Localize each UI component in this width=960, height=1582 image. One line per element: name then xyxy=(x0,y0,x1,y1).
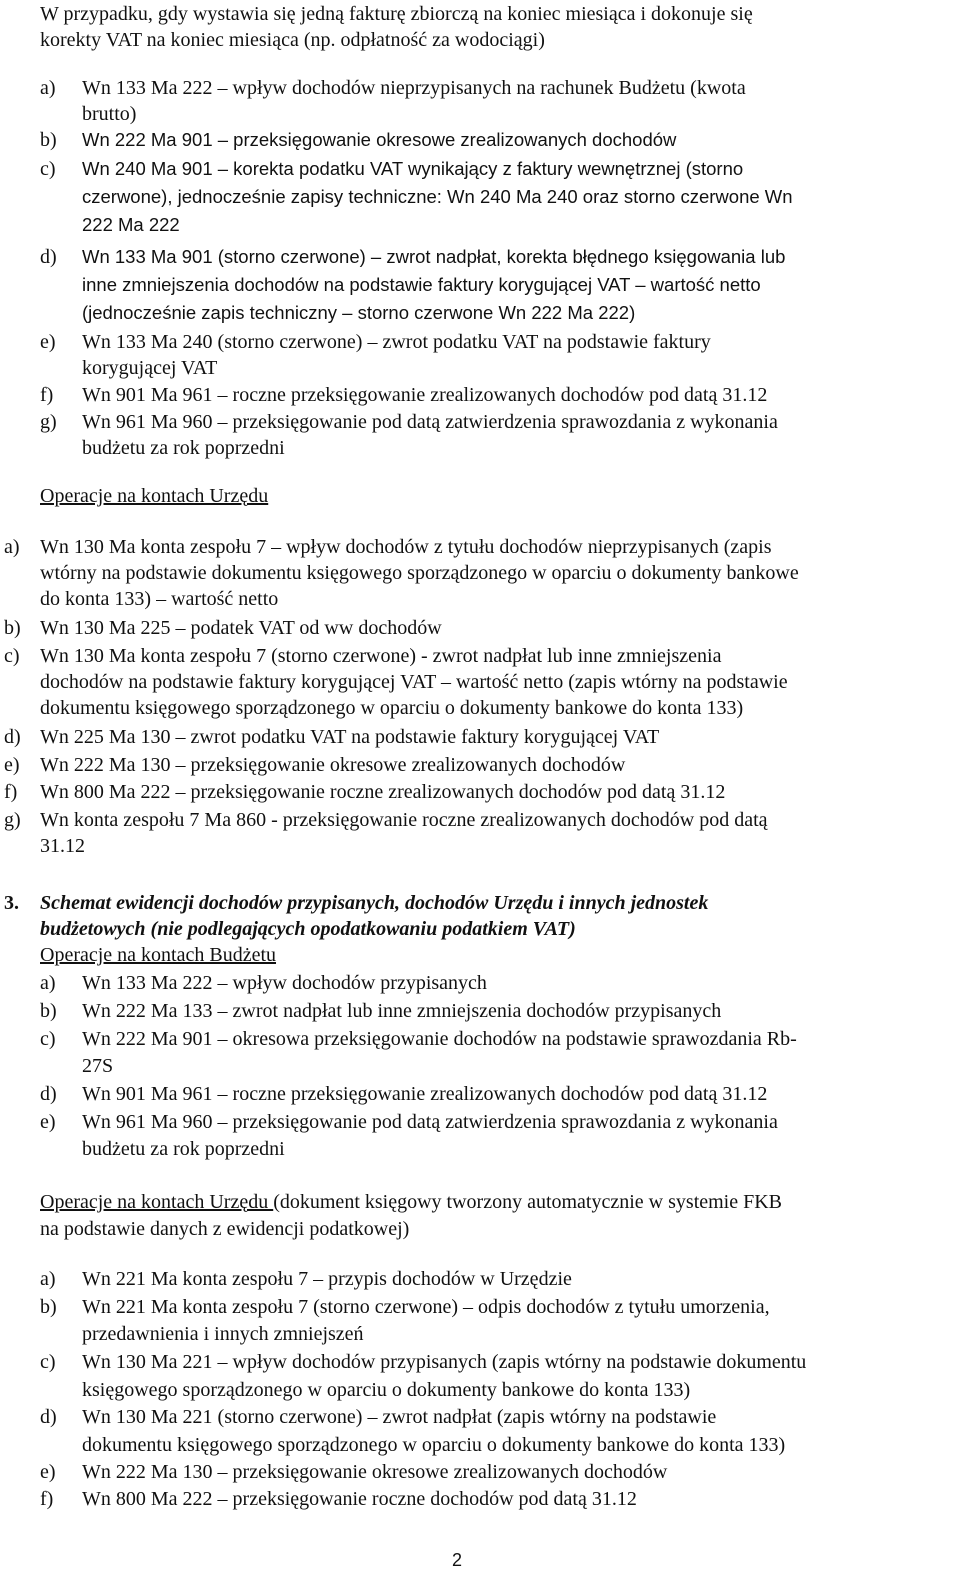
list-label: d) xyxy=(40,1406,57,1428)
list-label: e) xyxy=(4,754,20,776)
section-heading: Operacje na kontach Budżetu xyxy=(40,944,277,966)
intro-line: korekty VAT na koniec miesiąca (np. odpłatność za wodociągi) xyxy=(40,29,545,51)
list-item-text: Wn 130 Ma konta zespołu 7 (storno czerwone) - zwrot nadpłat lub inne zmniejszenia xyxy=(40,645,722,667)
list-item-text: Wn 133 Ma 222 – wpływ dochodów przypisanych xyxy=(82,972,487,994)
list-item-text: przedawnienia i innych zmniejszeń xyxy=(82,1323,364,1345)
list-item-text: Wn 221 Ma konta zespołu 7 – przypis dochodów w Urzędzie xyxy=(82,1268,572,1290)
list-label: c) xyxy=(40,1351,56,1373)
list-label: b) xyxy=(40,129,57,151)
list-item-text: Wn 222 Ma 133 – zwrot nadpłat lub inne zmniejszenia dochodów przypisanych xyxy=(82,1000,722,1022)
list-item-text: Wn 130 Ma 225 – podatek VAT od ww dochodów xyxy=(40,617,442,639)
list-item-text: wtórny na podstawie dokumentu księgowego sporządzonego w oparciu o dokumenty bankowe xyxy=(40,562,799,584)
list-item-text: Wn 130 Ma 221 (storno czerwone) – zwrot nadpłat (zapis wtórny na podstawie xyxy=(82,1406,717,1428)
list-item-text: czerwone), jednocześnie zapisy techniczne: Wn 240 Ma 240 oraz storno czerwone Wn xyxy=(82,186,793,207)
list-item-text: Wn 222 Ma 130 – przeksięgowanie okresowe zrealizowanych dochodów xyxy=(40,754,626,776)
section-heading: Operacje na kontach Urzędu xyxy=(40,1191,274,1213)
list-item-text: Wn 221 Ma konta zespołu 7 (storno czerwone) – odpis dochodów z tytułu umorzenia, xyxy=(82,1296,770,1318)
section-heading: Operacje na kontach Urzędu xyxy=(40,485,269,507)
list-item-text: Wn 800 Ma 222 – przeksięgowanie roczne zrealizowanych dochodów pod datą 31.12 xyxy=(40,781,726,803)
list-item-text: Wn 222 Ma 130 – przeksięgowanie okresowe zrealizowanych dochodów xyxy=(82,1461,668,1483)
list-label: d) xyxy=(40,246,57,268)
list-item-text: Wn 222 Ma 901 – okresowa przeksięgowanie dochodów na podstawie sprawozdania Rb- xyxy=(82,1028,797,1050)
list-label: e) xyxy=(40,1461,56,1483)
list-item-text: Wn 130 Ma 221 – wpływ dochodów przypisanych (zapis wtórny na podstawie dokumentu xyxy=(82,1351,807,1373)
list-item-text: Wn 225 Ma 130 – zwrot podatku VAT na podstawie faktury korygującej VAT xyxy=(40,726,660,748)
list-item-text: Wn 901 Ma 961 – roczne przeksięgowanie zrealizowanych dochodów pod datą 31.12 xyxy=(82,1083,768,1105)
list-label: d) xyxy=(40,1083,57,1105)
list-item-text: (jednocześnie zapis techniczny – storno czerwone Wn 222 Ma 222) xyxy=(82,302,636,323)
list-label: a) xyxy=(4,536,20,558)
list-label: d) xyxy=(4,726,21,748)
list-label: a) xyxy=(40,77,56,99)
list-label: e) xyxy=(40,1111,56,1133)
list-item-text: budżetu za rok poprzedni xyxy=(82,437,285,459)
list-item-text: 31.12 xyxy=(40,835,85,857)
list-label: c) xyxy=(4,645,20,667)
list-item-text: Wn 133 Ma 240 (storno czerwone) – zwrot podatku VAT na podstawie faktury xyxy=(82,331,711,353)
page-number: 2 xyxy=(452,1550,463,1570)
list-item-text: korygującej VAT xyxy=(82,357,218,379)
intro-line: W przypadku, gdy wystawia się jedną fakturę zbiorczą na koniec miesiąca i dokonuje się xyxy=(40,3,753,25)
list-label: e) xyxy=(40,331,56,353)
list-item-text: 222 Ma 222 xyxy=(82,214,180,235)
section-number: 3. xyxy=(4,892,19,914)
list-label: b) xyxy=(4,617,21,639)
list-label: g) xyxy=(40,411,57,433)
list-item-text: dochodów na podstawie faktury korygującej VAT – wartość netto (zapis wtórny na podstawie xyxy=(40,671,788,693)
list-label: b) xyxy=(40,1296,57,1318)
section-title: Schemat ewidencji dochodów przypisanych, dochodów Urzędu i innych jednostek xyxy=(40,892,709,914)
list-item-text: budżetu za rok poprzedni xyxy=(82,1138,285,1160)
list-label: g) xyxy=(4,809,21,831)
heading-note: (dokument księgowy tworzony automatycznie w systemie FKB xyxy=(273,1191,783,1213)
list-label: a) xyxy=(40,972,56,994)
list-item-text: do konta 133) – wartość netto xyxy=(40,588,279,610)
list-item-text: Wn 222 Ma 901 – przeksięgowanie okresowe zrealizowanych dochodów xyxy=(82,129,677,150)
list-label: f) xyxy=(4,781,18,803)
list-item-text: dokumentu księgowego sporządzonego w oparciu o dokumenty bankowe do konta 133) xyxy=(40,697,744,719)
list-item-text: dokumentu księgowego sporządzonego w oparciu o dokumenty bankowe do konta 133) xyxy=(82,1434,786,1456)
list-item-text: brutto) xyxy=(82,103,137,125)
list-label: c) xyxy=(40,1028,56,1050)
list-label: f) xyxy=(40,384,54,406)
list-item-text: Wn konta zespołu 7 Ma 860 - przeksięgowanie roczne zrealizowanych dochodów pod datą xyxy=(40,809,768,831)
list-item-text: Wn 133 Ma 222 – wpływ dochodów nieprzypisanych na rachunek Budżetu (kwota xyxy=(82,77,746,99)
list-label: c) xyxy=(40,158,56,180)
list-item-text: Wn 961 Ma 960 – przeksięgowanie pod datą zatwierdzenia sprawozdania z wykonania xyxy=(82,411,778,433)
list-item-text: Wn 800 Ma 222 – przeksięgowanie roczne dochodów pod datą 31.12 xyxy=(82,1488,637,1510)
list-item-text: 27S xyxy=(82,1055,114,1077)
list-label: a) xyxy=(40,1268,56,1290)
list-item-text: Wn 901 Ma 961 – roczne przeksięgowanie zrealizowanych dochodów pod datą 31.12 xyxy=(82,384,768,406)
list-label: b) xyxy=(40,1000,57,1022)
list-item-text: księgowego sporządzonego w oparciu o dokumenty bankowe do konta 133) xyxy=(82,1379,691,1401)
list-item-text: Wn 240 Ma 901 – korekta podatku VAT wynikający z faktury wewnętrznej (storno xyxy=(82,158,744,179)
list-item-text: Wn 133 Ma 901 (storno czerwone) – zwrot nadpłat, korekta błędnego księgowania lub xyxy=(82,246,786,267)
list-item-text: Wn 130 Ma konta zespołu 7 – wpływ dochodów z tytułu dochodów nieprzypisanych (zapis xyxy=(40,536,772,558)
list-item-text: Wn 961 Ma 960 – przeksięgowanie pod datą zatwierdzenia sprawozdania z wykonania xyxy=(82,1111,778,1133)
heading-note: na podstawie danych z ewidencji podatkowej) xyxy=(40,1218,410,1240)
list-item-text: inne zmniejszenia dochodów na podstawie faktury korygującej VAT – wartość netto xyxy=(82,274,761,295)
list-label: f) xyxy=(40,1488,54,1510)
section-title: budżetowych (nie podlegających opodatkowaniu podatkiem VAT) xyxy=(40,918,576,940)
section-heading-with-note xyxy=(40,1190,782,1214)
